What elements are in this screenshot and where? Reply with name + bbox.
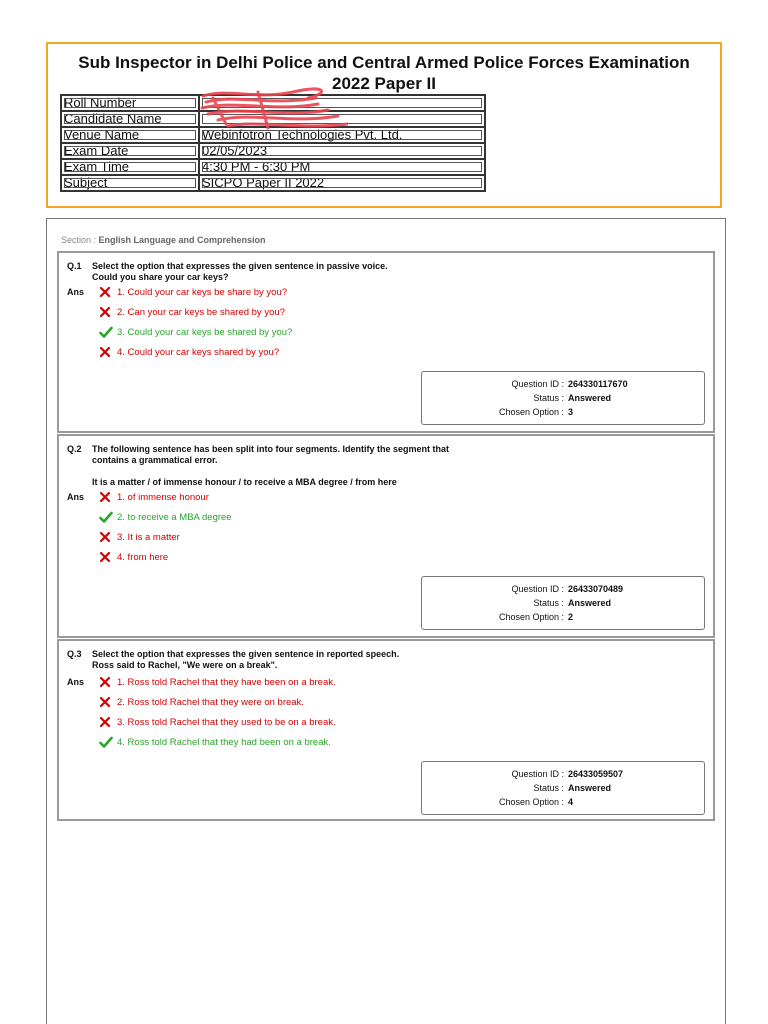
cross-icon: [99, 551, 113, 563]
cross-icon: [99, 346, 113, 358]
info-label: Subject: [61, 175, 199, 191]
question-number: Q.3: [67, 649, 82, 659]
option-2: [99, 511, 232, 523]
info-value: 02/05/2023: [199, 143, 485, 159]
question-id-label: Question ID :: [511, 379, 564, 389]
chosen-option-value: 3: [568, 407, 574, 417]
option-text: 4. from here: [117, 551, 169, 563]
cross-icon: [99, 491, 113, 503]
ans-label: Ans: [67, 677, 85, 687]
option-text: 2. Ross told Rachel that they were on break.: [117, 696, 304, 708]
chosen-option-label: Chosen Option :: [498, 612, 564, 622]
chosen-option-label: Chosen Option :: [498, 407, 564, 417]
chosen-option-label: Chosen Option :: [498, 797, 564, 807]
option-2: [99, 696, 304, 708]
question-card-3: [57, 639, 715, 821]
question-number: Q.1: [67, 261, 82, 271]
question-text: Select the option that expresses the given sentence in reported speech. Ross said to Rachel, "We were on a break".: [92, 649, 400, 670]
question-card-2: [57, 434, 715, 638]
option-4: [99, 736, 331, 748]
title-line-1: Sub Inspector in Delhi Police and Central Armed Police Forces Examination: [78, 53, 690, 72]
check-icon: [99, 736, 113, 748]
cross-icon: [99, 716, 113, 728]
question-id-value: 26433070489: [568, 584, 624, 594]
exam-header: [46, 42, 722, 208]
option-1: [99, 491, 209, 503]
response-sheet: [46, 218, 726, 1024]
question-number: Q.2: [67, 444, 82, 454]
section-label: [61, 235, 266, 245]
info-value: Webinfotron Technologies Pvt. Ltd.: [199, 127, 485, 143]
chosen-option-value: 4: [568, 797, 574, 807]
option-1: [99, 676, 336, 688]
cross-icon: [99, 286, 113, 298]
cross-icon: [99, 676, 113, 688]
info-row-subject: [61, 175, 485, 191]
info-label: Exam Date: [61, 143, 199, 159]
info-label: Venue Name: [61, 127, 199, 143]
status-value: Answered: [568, 393, 612, 403]
check-icon: [99, 511, 113, 523]
question-text: Select the option that expresses the given sentence in passive voice. Could you share your car keys?: [92, 261, 388, 282]
chosen-option-value: 2: [568, 612, 574, 622]
option-4: [99, 346, 279, 358]
option-text: 2. to receive a MBA degree: [117, 511, 232, 523]
info-label: Exam Time: [61, 159, 199, 175]
question-id-label: Question ID :: [511, 769, 564, 779]
option-1: [99, 286, 287, 298]
check-icon: [99, 326, 113, 338]
status-value: Answered: [568, 783, 612, 793]
question-card-1: [57, 251, 715, 433]
option-text: 4. Ross told Rachel that they had been on a break.: [117, 736, 331, 748]
section-name: English Language and Comprehension: [98, 235, 266, 245]
option-text: 3. Could your car keys be shared by you?: [117, 326, 293, 338]
option-text: 2. Can your car keys be shared by you?: [117, 306, 285, 318]
title-line-2: 2022 Paper II: [332, 74, 436, 93]
option-text: 1. of immense honour: [117, 491, 209, 503]
question-meta: [421, 576, 705, 630]
info-label: Roll Number: [61, 95, 199, 111]
status-label: Status :: [533, 598, 564, 608]
option-text: 4. Could your car keys shared by you?: [117, 346, 280, 358]
info-value: SICPO Paper II 2022: [199, 175, 485, 191]
option-text: 1. Ross told Rachel that they have been on a break.: [117, 676, 336, 688]
info-label: Candidate Name: [61, 111, 199, 127]
cross-icon: [99, 531, 113, 543]
redaction-scribble: [198, 84, 348, 134]
info-value: 4:30 PM - 6:30 PM: [199, 159, 485, 175]
option-4: [99, 551, 168, 563]
page-title: [58, 52, 710, 94]
option-text: 3. Ross told Rachel that they used to be on a break.: [117, 716, 336, 728]
option-3: [99, 716, 336, 728]
question-meta: [421, 371, 705, 425]
info-row-time: [61, 159, 485, 175]
question-text: The following sentence has been split into four segments. Identify the segment that contains a grammatical error. It is a matter / of immense honour / to receive a MBA degree / from here: [92, 444, 450, 487]
status-value: Answered: [568, 598, 612, 608]
section-prefix: Section :: [61, 235, 99, 245]
question-id-value: 26433059507: [568, 769, 624, 779]
option-3: [99, 531, 180, 543]
question-meta: [421, 761, 705, 815]
cross-icon: [99, 696, 113, 708]
ans-label: Ans: [67, 287, 85, 297]
option-2: [99, 306, 285, 318]
question-id-value: 264330117670: [568, 379, 628, 389]
status-label: Status :: [533, 783, 564, 793]
option-text: 3. It is a matter: [117, 531, 180, 543]
option-text: 1. Could your car keys be share by you?: [117, 286, 288, 298]
info-row-date: [61, 143, 485, 159]
question-id-label: Question ID :: [511, 584, 564, 594]
ans-label: Ans: [67, 492, 85, 502]
cross-icon: [99, 306, 113, 318]
status-label: Status :: [533, 393, 564, 403]
option-3: [99, 326, 292, 338]
